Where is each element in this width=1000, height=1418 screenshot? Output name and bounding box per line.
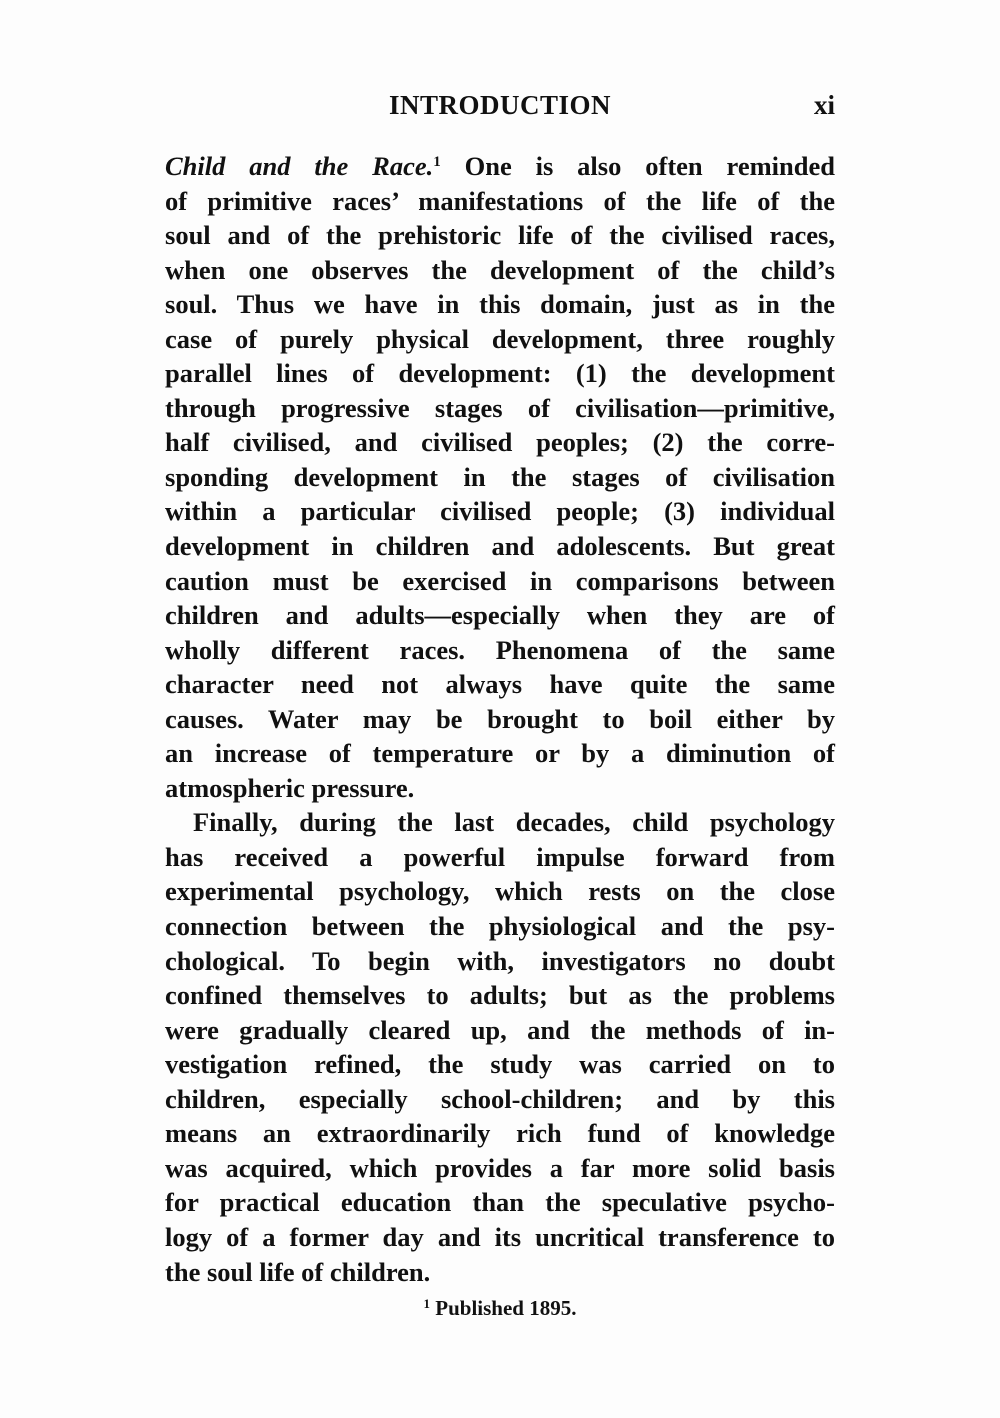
text-line: for practical education than the speculative psycho- bbox=[165, 1187, 835, 1218]
text-line bbox=[165, 149, 835, 184]
chapter-title: INTRODUCTION bbox=[388, 90, 612, 120]
footnote-text: Published 1895. bbox=[435, 1296, 577, 1320]
text-line: confined themselves to adults; but as the problems bbox=[165, 980, 835, 1011]
text-line: soul and of the prehistoric life of the civilised races, bbox=[165, 220, 835, 251]
text-line: logy of a former day and its uncritical transference to bbox=[165, 1221, 835, 1252]
text-line: parallel lines of development: (1) the development bbox=[165, 358, 835, 389]
text-line: were gradually cleared up, and the methods of in- bbox=[165, 1014, 835, 1045]
text-line: soul. Thus we have in this domain, just as in the bbox=[165, 289, 835, 320]
text-line: was acquired, which provides a far more solid basis bbox=[165, 1152, 835, 1183]
text-line: caution must be exercised in comparisons between bbox=[165, 565, 835, 596]
text-line: connection between the physiological and the psy- bbox=[165, 911, 835, 942]
text-line: vestigation refined, the study was carried on to bbox=[165, 1049, 835, 1080]
page-number: xi bbox=[813, 90, 835, 120]
text-line: within a particular civilised people; (3) individual bbox=[165, 496, 835, 527]
text-line: sponding development in the stages of civilisation bbox=[165, 461, 835, 492]
footnote-marker: 1 bbox=[423, 1296, 431, 1311]
text-line: has received a powerful impulse forward from bbox=[165, 841, 835, 872]
text-line: the soul life of children. bbox=[165, 1256, 431, 1287]
text-line: half civilised, and civilised peoples; (2) the corre- bbox=[165, 427, 835, 458]
text-line: when one observes the development of the child’s bbox=[165, 254, 835, 285]
text-line: through progressive stages of civilisation—primitive, bbox=[165, 392, 835, 423]
text-line: children and adults—especially when they are of bbox=[165, 600, 835, 631]
footnote-reference: 1 bbox=[433, 154, 441, 170]
text-line: children, especially school-children; and by this bbox=[165, 1083, 835, 1114]
body-text bbox=[165, 149, 835, 1289]
text-line: chological. To begin with, investigators no doubt bbox=[165, 945, 835, 976]
text-line: experimental psychology, which rests on the close bbox=[165, 876, 835, 907]
text-line: of primitive races’ manifestations of the life of the bbox=[165, 185, 835, 216]
text-line: causes. Water may be brought to boil either by bbox=[165, 703, 835, 734]
footnote bbox=[0, 1296, 1000, 1321]
text-line-rest: One is also often reminded bbox=[464, 151, 835, 181]
text-line: development in children and adolescents. But great bbox=[165, 531, 835, 562]
text-line: atmospheric pressure. bbox=[165, 772, 415, 803]
text-line: means an extraordinarily rich fund of knowledge bbox=[165, 1118, 835, 1149]
text-line: character need not always have quite the same bbox=[165, 669, 835, 700]
text-line: wholly different races. Phenomena of the same bbox=[165, 634, 835, 665]
text-line: Finally, during the last decades, child psychology bbox=[193, 807, 835, 838]
book-title-reference: Child and the Race. bbox=[165, 151, 434, 181]
text-line: case of purely physical development, three roughly bbox=[165, 323, 835, 354]
text-line: an increase of temperature or by a diminution of bbox=[165, 738, 835, 769]
running-head bbox=[165, 90, 835, 126]
